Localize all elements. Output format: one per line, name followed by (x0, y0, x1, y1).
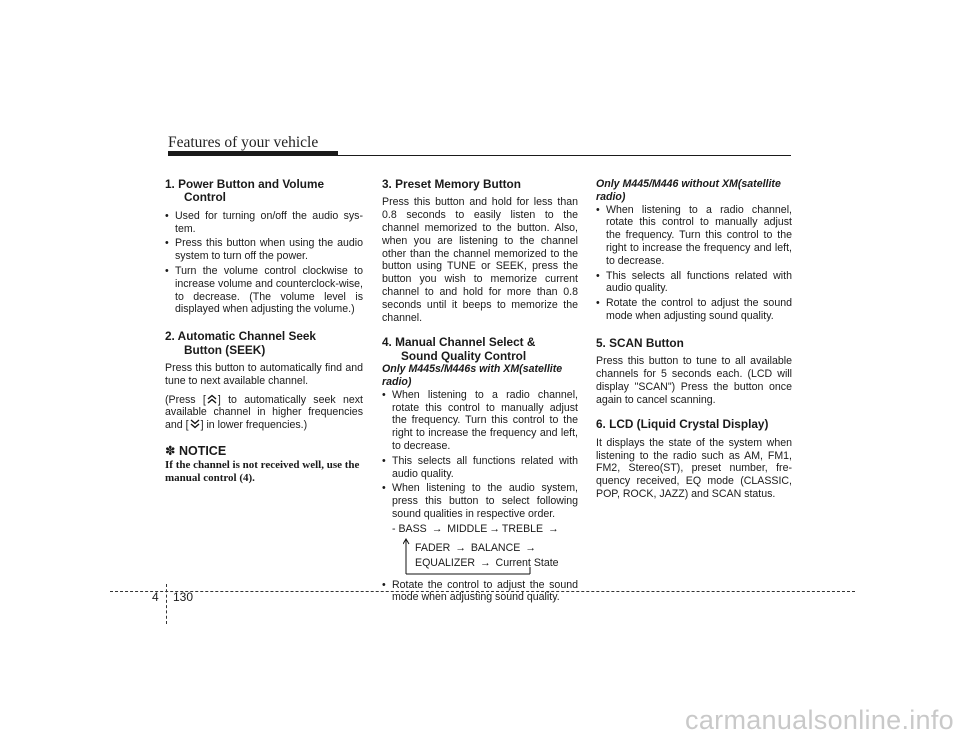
column-1 (165, 178, 363, 485)
watermark: carmanualsonline.info (685, 705, 954, 735)
flow-current-state: Current State (495, 556, 559, 569)
section-6-paragraph: It displays the state of the system when listening to the radio such as AM, FM1, FM2, Stereo(ST), preset number, fre-quency received, EQ mode (CLASSIC, POP, ROCK, JAZZ) and SCAN status. (596, 436, 792, 500)
section-1-list (165, 210, 363, 316)
footer-dashed-rule (110, 591, 855, 592)
list-item: • Turn the volume control clockwise to increase volume and counterclock-wise, to decrease. (The volume level is displayed when adjusting the volume.) (165, 265, 363, 316)
section-5-paragraph: Press this button to tune to all available channels for 5 seconds each. (LCD will display "SCAN") Press the button once again to cancel scanning. (596, 355, 792, 406)
arrow-icon: → (548, 522, 559, 535)
list-item: • Rotate the control to adjust the sound mode when adjusting sound quality. (596, 297, 792, 323)
section-4-title (382, 336, 578, 363)
list-item: • When listening to the audio system, press this button to select following sound qualities in respective order. (382, 482, 578, 520)
list-item: • Rotate the control to adjust the sound mode when adjusting sound quality. (382, 579, 578, 605)
seek-up-icon (206, 394, 218, 404)
flow-row-2 (415, 542, 538, 555)
section-1-title (165, 178, 363, 205)
chapter-number: 4 (152, 590, 159, 604)
flow-bass: - BASS (392, 522, 427, 535)
section-4b-list (596, 204, 792, 323)
section-1-title-line1: 1. Power Button and Volume (165, 177, 325, 191)
column-2 (382, 178, 578, 606)
section-2-title (165, 330, 363, 357)
list-item: • When listening to a radio channel, rotate this control to manually adjust the frequency. Turn this control to the right to increase the frequency and left, to decrease. (596, 204, 792, 268)
section-1-title-line2: Control (184, 190, 226, 205)
section-2-paragraph-2 (165, 394, 363, 432)
header-bar (168, 151, 338, 156)
flow-middle: MIDDLE (447, 522, 488, 535)
section-4-title-line2: Sound Quality Control (401, 348, 527, 363)
notice-text: If the channel is not received well, use the manual control (4). (165, 458, 360, 484)
section-3-paragraph: Press this button and hold for less than 0.8 seconds to easily listen to the channel memorized to the button. Also, when you are listening to the channel other than the channel memorized to the button using TUNE or SEEK, press the button you wish to memorize current channel to and hold for more than 0.8 seconds until it beeps to memorize the channel. (382, 196, 578, 324)
section-3-title: 3. Preset Memory Button (382, 177, 521, 191)
list-item: • When listening to a radio channel, rotate this control to manually adjust the frequency. Turn this control to the right to increase the frequency and left, to decrease. (382, 389, 578, 453)
section-2-title-line2: Button (SEEK) (184, 342, 266, 357)
flow-row-3 (415, 557, 559, 570)
list-item: • This selects all functions related with audio quality. (596, 270, 792, 296)
seek-text-a: (Press [ (165, 393, 206, 406)
arrow-icon: → (525, 541, 536, 554)
seek-down-icon (189, 419, 201, 429)
section-4-subtitle: Only M445s/M446s with XM(satellite radio) (382, 363, 563, 388)
notice-title: ✽ NOTICE (165, 443, 227, 458)
sound-order-flow (382, 523, 578, 536)
page-header-title: Features of your vehicle (168, 134, 319, 151)
arrow-icon: → (455, 541, 466, 554)
column-3 (596, 178, 792, 501)
section-4-list (382, 389, 578, 521)
flow-treble: TREBLE (501, 522, 544, 535)
list-item: • Press this button when using the audio system to turn off the power. (165, 237, 363, 263)
page-number: 130 (173, 590, 194, 604)
arrow-icon: → (489, 522, 500, 535)
arrow-icon: → (431, 522, 443, 535)
footer-dashed-divider (166, 584, 167, 624)
section-4b-subtitle: Only M445/M446 without XM(satellite radio) (596, 178, 781, 203)
seek-text-c: ] in lower frequencies.) (200, 419, 308, 432)
seek-text-b: ] to automatically seek next available channel in higher frequencies and [ (165, 393, 363, 432)
section-5-title: 5. SCAN Button (596, 335, 684, 350)
section-2-paragraph-1: Press this button to automatically find and tune to next available channel. (165, 362, 363, 387)
section-4-title-line1: 4. Manual Channel Select & (382, 335, 536, 350)
flow-balance: BALANCE (470, 541, 521, 554)
section-2-title-line1: 2. Automatic Channel Seek (165, 329, 316, 344)
flow-fader: FADER (415, 541, 451, 554)
arrow-icon: → (480, 556, 491, 569)
list-item: • Used for turning on/off the audio sys-tem. (165, 210, 363, 236)
sound-order-loop (403, 538, 578, 576)
section-6-title: 6. LCD (Liquid Crystal Display) (596, 417, 769, 432)
flow-equalizer: EQUALIZER (415, 556, 476, 569)
header-rule (338, 155, 791, 156)
list-item: • This selects all functions related with audio quality. (382, 455, 578, 481)
